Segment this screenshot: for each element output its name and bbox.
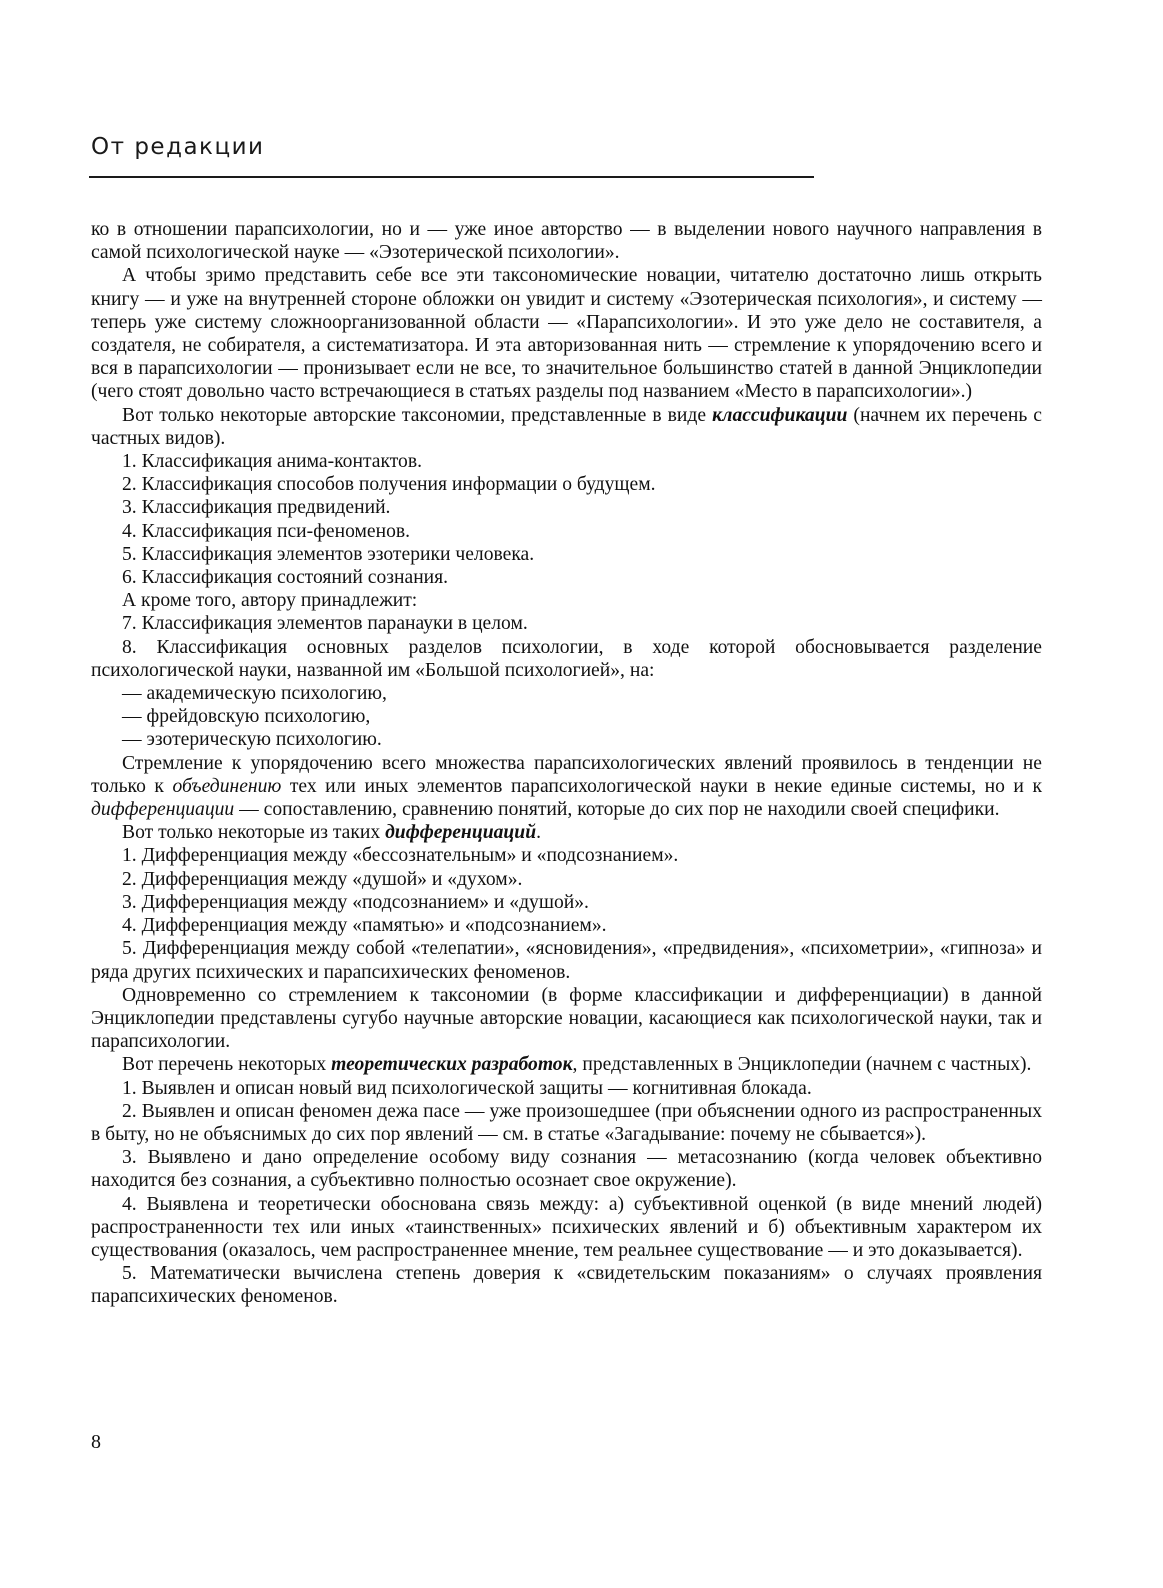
- page-number: 8: [91, 1431, 101, 1453]
- text-run: Вот перечень некоторых: [122, 1054, 332, 1076]
- list-item: 5. Классификация элементов эзотерики человека.: [122, 543, 535, 565]
- paragraph: А чтобы зримо представить себе все эти таксономические новации, читателю достаточно лишь открыть книгу — и уже на внутренней стороне обложки он увидит и систему «Эзотерическая психология», и систему — теперь уже систему сложноорганизованной области — «Парапсихологии». И это уже дело не составителя, а создателя, не собирателя, а систематизатора. И эта авторизованная нить — стремление к упорядочению всего и вся в парапсихологии — пронизывает если не все, то значительное большинство статей в данной Энциклопедии (чего стоят довольно часто встречающиеся в статьях разделы под названием «Место в парапсихологии».): [91, 265, 1042, 403]
- paragraph: [91, 1053, 1042, 1076]
- dash-item: — эзотерическую психологию.: [122, 729, 382, 751]
- text-run: — сопоставлению, сравнению понятий, которые до сих пор не находили своей специфики.: [234, 799, 1000, 821]
- emphasis: дифференциации: [91, 799, 235, 821]
- emphasis: теоретических разработок: [331, 1054, 573, 1076]
- list-item: 5. Дифференциация между собой «телепатии», «ясновидения», «предвидения», «психометрии», «гипноза» и ряда других психических и парапсихических феноменов.: [91, 938, 1042, 983]
- header-rule: [89, 176, 814, 178]
- dash-item: — академическую психологию,: [122, 683, 387, 705]
- emphasis: объединению: [172, 775, 282, 797]
- paragraph: Одновременно со стремлением к таксономии (в форме классификации и дифференциации) в данной Энциклопедии представлены сугубо научные авторские новации, касающиеся как психологической науки, так и парапсихологии.: [91, 984, 1042, 1053]
- emphasis: классификации: [712, 404, 848, 426]
- running-head: От редакции: [91, 134, 265, 160]
- list-item: 2. Дифференциация между «душой» и «духом».: [122, 868, 523, 890]
- list-item: 7. Классификация элементов паранауки в целом.: [122, 613, 528, 635]
- list-item: 3. Выявлено и дано определение особому виду сознания — метасознанию (когда человек объективно находится без сознания, а субъективно полностью осознает свое окружение).: [91, 1147, 1042, 1192]
- text-run: Вот только некоторые авторские таксономии, представленные в виде: [122, 404, 713, 426]
- body-text: [91, 218, 1042, 1309]
- list-item: 2. Классификация способов получения информации о будущем.: [122, 474, 656, 496]
- emphasis: дифференциаций: [385, 822, 537, 844]
- text-run: (начнем их перечень с частных видов).: [91, 404, 1042, 449]
- list-item: 4. Дифференциация между «памятью» и «подсознанием».: [122, 915, 607, 937]
- list-item: 1. Классификация анима-контактов.: [122, 451, 422, 473]
- text-run: Вот только некоторые из таких: [122, 822, 386, 844]
- dash-item: — фрейдовскую психологию,: [122, 706, 371, 728]
- paragraph: ко в отношении парапсихологии, но и — уже иное авторство — в выделении нового научного направления в самой психологической науке — «Эзотерической психологии».: [91, 219, 1042, 264]
- list-item: 2. Выявлен и описан феномен дежа пасе — уже произошедшее (при объяснении одного из распространенных в быту, но не объяснимых до сих пор явлений — см. в статье «Загадывание: почему не сбывается»).: [91, 1100, 1042, 1145]
- list-item: 8. Классификация основных разделов психологии, в ходе которой обосновывается разделение психологической науки, названной им «Большой психологией», на:: [91, 636, 1042, 681]
- list-item: 3. Классификация предвидений.: [122, 497, 391, 519]
- list-item: 5. Математически вычислена степень доверия к «свидетельским показаниям» о случаях проявления парапсихических феноменов.: [91, 1263, 1042, 1308]
- list-item: 6. Классификация состояний сознания.: [122, 567, 449, 589]
- text-run: , представленных в Энциклопедии (начнем с частных).: [572, 1054, 1032, 1076]
- text-run: .: [536, 822, 542, 844]
- text-run: тех или иных элементов парапсихологической науки в некие единые системы, но и к: [281, 775, 1042, 797]
- list-item: 4. Выявлена и теоретически обоснована связь между: а) субъективной оценкой (в виде мнений людей) распространенности тех или иных «таинственных» психических явлений и б) объективным характером их существования (оказалось, чем распространеннее мнение, тем реальнее существование — и это доказывается).: [91, 1193, 1042, 1261]
- list-item: 1. Дифференциация между «бессознательным» и «подсознанием».: [122, 845, 679, 867]
- paragraph: [91, 752, 1042, 822]
- paragraph: [91, 821, 1042, 844]
- list-item: 3. Дифференциация между «подсознанием» и «душой».: [122, 891, 589, 913]
- paragraph: А кроме того, автору принадлежит:: [122, 590, 418, 612]
- text-run: Стремление к упорядочению всего множества парапсихологических явлений проявилось в тенденции не только к: [91, 752, 1042, 797]
- list-item: 4. Классификация пси-феноменов.: [122, 520, 411, 542]
- list-item: 1. Выявлен и описан новый вид психологической защиты — когнитивная блокада.: [122, 1077, 812, 1099]
- paragraph: [91, 404, 1042, 450]
